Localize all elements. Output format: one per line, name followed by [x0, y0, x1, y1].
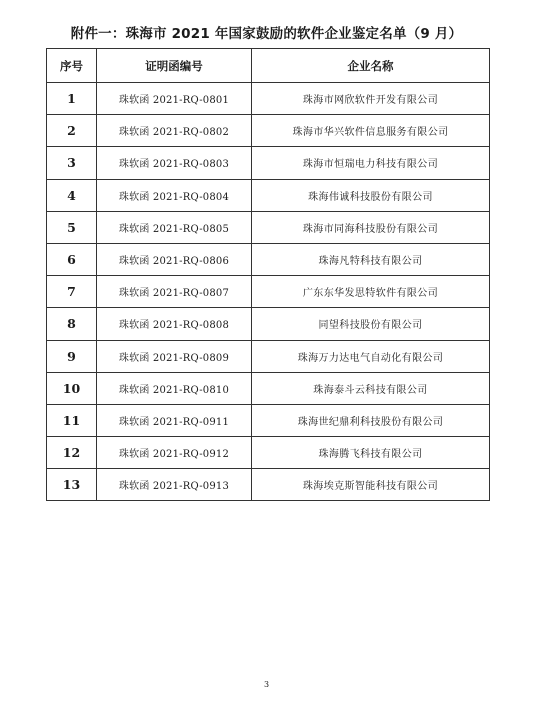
header-cert: 证明函编号: [97, 49, 252, 83]
row-cert: 珠软函 2021-RQ-0801: [97, 83, 252, 115]
row-company: 珠海市华兴软件信息服务有限公司: [252, 115, 490, 147]
row-seq: 7: [47, 276, 97, 308]
row-cert: 珠软函 2021-RQ-0802: [97, 115, 252, 147]
table-row: [47, 115, 490, 147]
row-seq: 6: [47, 243, 97, 275]
row-cert: 珠软函 2021-RQ-0805: [97, 211, 252, 243]
row-company: 珠海市同海科技股份有限公司: [252, 211, 490, 243]
document-title: 附件一：珠海市 2021 年国家鼓励的软件企业鉴定名单（9 月）: [70, 26, 463, 42]
table-row: [47, 211, 490, 243]
row-seq: 2: [47, 115, 97, 147]
table-row: [47, 276, 490, 308]
page-number: 3: [263, 680, 270, 689]
table-row: [47, 340, 490, 372]
row-cert: 珠软函 2021-RQ-0803: [97, 147, 252, 179]
table-row: [47, 243, 490, 275]
row-cert: 珠软函 2021-RQ-0804: [97, 179, 252, 211]
table-row: [47, 404, 490, 436]
row-seq: 3: [47, 147, 97, 179]
row-seq: 11: [47, 404, 97, 436]
row-seq: 4: [47, 179, 97, 211]
row-cert: 珠软函 2021-RQ-0913: [97, 469, 252, 501]
row-cert: 珠软函 2021-RQ-0808: [97, 308, 252, 340]
row-company: 广东东华发思特软件有限公司: [252, 276, 490, 308]
row-seq: 10: [47, 372, 97, 404]
row-company: 珠海万力达电气自动化有限公司: [252, 340, 490, 372]
row-company: 珠海伟诚科技股份有限公司: [252, 179, 490, 211]
row-seq: 13: [47, 469, 97, 501]
row-seq: 1: [47, 83, 97, 115]
row-cert: 珠软函 2021-RQ-0809: [97, 340, 252, 372]
table-row: [47, 372, 490, 404]
header-company: 企业名称: [252, 49, 490, 83]
table-row: [47, 469, 490, 501]
row-company: 珠海市网欣软件开发有限公司: [252, 83, 490, 115]
table-row: [47, 83, 490, 115]
row-seq: 5: [47, 211, 97, 243]
table-row: [47, 308, 490, 340]
company-list-table: [46, 48, 490, 501]
row-seq: 9: [47, 340, 97, 372]
row-cert: 珠软函 2021-RQ-0810: [97, 372, 252, 404]
table-row: [47, 179, 490, 211]
row-company: 珠海腾飞科技有限公司: [252, 437, 490, 469]
row-seq: 8: [47, 308, 97, 340]
row-company: 珠海泰斗云科技有限公司: [252, 372, 490, 404]
row-company: 珠海市恒瑞电力科技有限公司: [252, 147, 490, 179]
row-company: 同望科技股份有限公司: [252, 308, 490, 340]
row-company: 珠海埃克斯智能科技有限公司: [252, 469, 490, 501]
row-company: 珠海凡特科技有限公司: [252, 243, 490, 275]
row-company: 珠海世纪鼎利科技股份有限公司: [252, 404, 490, 436]
row-cert: 珠软函 2021-RQ-0806: [97, 243, 252, 275]
row-cert: 珠软函 2021-RQ-0807: [97, 276, 252, 308]
table-header-row: [47, 49, 490, 83]
header-seq: 序号: [47, 49, 97, 83]
table-row: [47, 437, 490, 469]
row-cert: 珠软函 2021-RQ-0911: [97, 404, 252, 436]
table-row: [47, 147, 490, 179]
row-cert: 珠软函 2021-RQ-0912: [97, 437, 252, 469]
row-seq: 12: [47, 437, 97, 469]
